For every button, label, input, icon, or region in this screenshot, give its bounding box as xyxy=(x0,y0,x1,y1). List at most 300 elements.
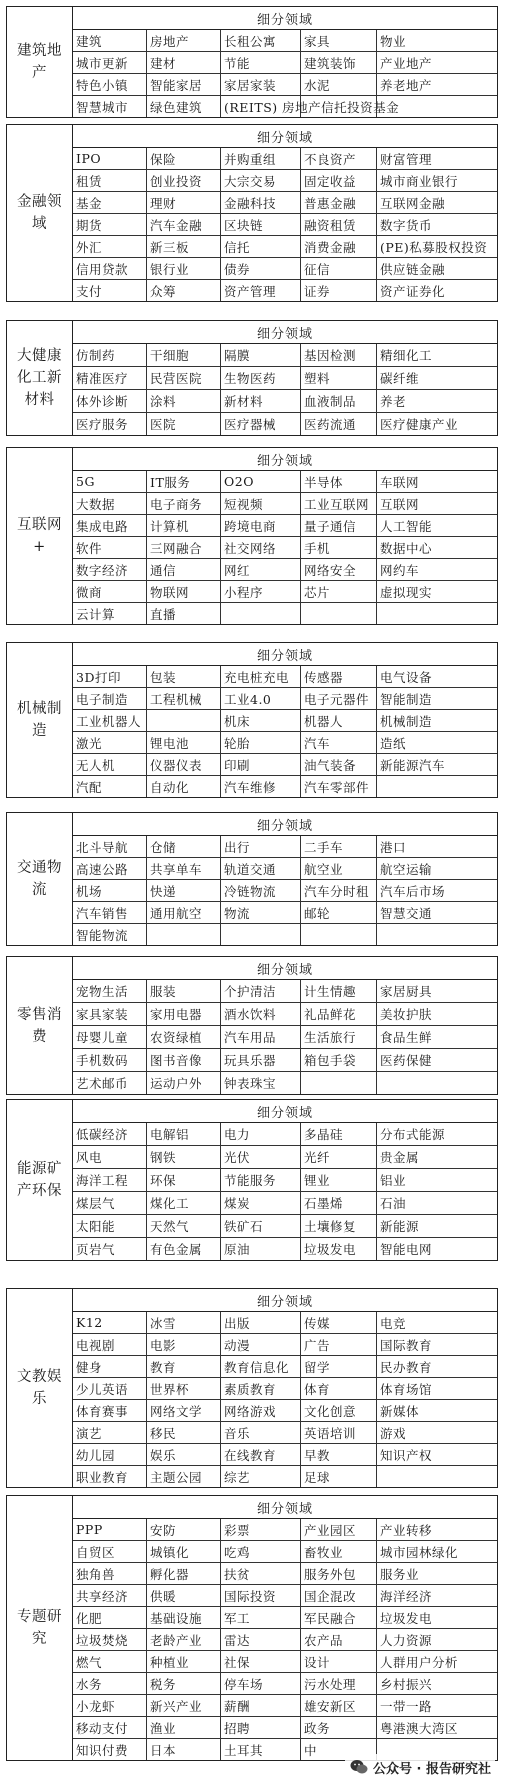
section xyxy=(6,956,498,1095)
table-cell: 汽车用品 xyxy=(221,1026,301,1048)
table-header: 细分领域 xyxy=(73,7,497,30)
table-cell: 煤层气 xyxy=(73,1192,147,1214)
table-cell: 融资租赁 xyxy=(301,214,377,235)
table-cell: (PE)私募股权投资 xyxy=(380,239,488,255)
table-row xyxy=(73,367,497,390)
table-cell xyxy=(147,710,221,731)
table-row xyxy=(73,1192,497,1215)
table-cell: 快递 xyxy=(147,880,221,901)
table-cell: 早教 xyxy=(301,1444,377,1465)
table-cell: 招聘 xyxy=(221,1717,301,1738)
table-cell: 征信 xyxy=(301,258,377,279)
table-cell: 太阳能 xyxy=(73,1215,147,1237)
table-cell: 演艺 xyxy=(73,1422,147,1443)
table-cell: 锂电池 xyxy=(147,732,221,753)
table-cell: 虚拟现实 xyxy=(380,584,433,600)
table-row xyxy=(73,581,497,603)
table-cell: 不良资产 xyxy=(301,148,377,169)
table-cell: 网络文学 xyxy=(147,1400,221,1421)
table-cell: 充电桩充电 xyxy=(221,666,301,687)
table-cell: 隔膜 xyxy=(221,344,301,366)
table-cell: 创业投资 xyxy=(147,170,221,191)
category-label: 交通物流 xyxy=(7,813,73,945)
table-cell: 教育 xyxy=(147,1356,221,1377)
table-cell xyxy=(377,1466,497,1487)
table-row xyxy=(73,1146,497,1169)
table-cell: 航空运输 xyxy=(380,861,433,877)
table-cell: 素质教育 xyxy=(221,1378,301,1399)
table-cell: 电视剧 xyxy=(73,1334,147,1355)
table-row xyxy=(73,1541,497,1563)
table-cell: 扶贫 xyxy=(221,1563,301,1584)
table-cell: 无人机 xyxy=(73,754,147,775)
table-cell: 油气装备 xyxy=(301,754,377,775)
table-cell: 网红 xyxy=(221,559,301,580)
table-cell: 汽车后市场 xyxy=(380,883,446,899)
table-cell: 供暖 xyxy=(147,1585,221,1606)
table-cell: 家居家装 xyxy=(221,74,301,95)
table-cell: 干细胞 xyxy=(147,344,221,366)
table-cell: 仓储 xyxy=(147,836,221,857)
table-cell: 养老 xyxy=(380,394,407,409)
table-cell: 期货 xyxy=(73,214,147,235)
category-label: 大健康化工新材料 xyxy=(7,321,73,435)
table-row xyxy=(73,732,497,754)
table-cell xyxy=(147,924,221,945)
table-header: 细分领域 xyxy=(73,1496,497,1519)
section xyxy=(6,1288,498,1488)
table-cell: 计生情趣 xyxy=(301,980,377,1002)
table-cell: 血液制品 xyxy=(301,390,377,412)
table-row xyxy=(73,980,497,1003)
table-cell: 节能服务 xyxy=(221,1169,301,1191)
table-cell: 网络游戏 xyxy=(221,1400,301,1421)
section xyxy=(6,6,498,118)
table-cell: 塑料 xyxy=(301,367,377,389)
table-cell: O2O xyxy=(221,471,301,492)
table-cell: 工程机械 xyxy=(147,688,221,709)
table-cell xyxy=(301,603,377,624)
table-cell: 设计 xyxy=(301,1651,377,1672)
table-cell: 跨境电商 xyxy=(221,515,301,536)
table-cell: 半导体 xyxy=(301,471,377,492)
table-cell: 贵金属 xyxy=(380,1150,420,1165)
table-cell: 邮轮 xyxy=(301,902,377,923)
table-cell: 移民 xyxy=(147,1422,221,1443)
table-cell: 自动化 xyxy=(147,776,221,797)
table-cell: 智能电网 xyxy=(380,1242,433,1257)
wechat-icon xyxy=(349,1757,369,1777)
table-cell: 债券 xyxy=(221,258,301,279)
table-row xyxy=(73,754,497,776)
table-cell: 小程序 xyxy=(221,581,301,602)
table-cell: 医药流通 xyxy=(301,413,377,435)
table-cell: 军民融合 xyxy=(301,1607,377,1628)
table-cell: 世界杯 xyxy=(147,1378,221,1399)
table-row xyxy=(73,30,497,52)
table-cell: 机场 xyxy=(73,880,147,901)
category-label: 建筑地产 xyxy=(7,7,73,117)
table-cell: 涂料 xyxy=(147,390,221,412)
table-cell: 国企混改 xyxy=(301,1585,377,1606)
category-label: 能源矿产环保 xyxy=(7,1100,73,1260)
table-cell: 基因检测 xyxy=(301,344,377,366)
table-cell xyxy=(301,1072,377,1094)
subfield-table xyxy=(73,1289,497,1487)
table-cell: 智慧交通 xyxy=(380,905,433,921)
table-cell: 电竞 xyxy=(380,1315,407,1331)
section xyxy=(6,1495,498,1761)
table-cell: 数据中心 xyxy=(380,540,433,556)
table-cell: 计算机 xyxy=(147,515,221,536)
table-cell: 并购重组 xyxy=(221,148,301,169)
table-cell: 共享经济 xyxy=(73,1585,147,1606)
table-row xyxy=(73,1026,497,1049)
table-cell: 生物医药 xyxy=(221,367,301,389)
subfield-table xyxy=(73,643,497,797)
table-cell: 消费金融 xyxy=(301,236,377,257)
table-cell: 新能源汽车 xyxy=(380,757,446,773)
table-row xyxy=(73,603,497,624)
table-cell: 农资绿植 xyxy=(147,1026,221,1048)
table-cell: 在线教育 xyxy=(221,1444,301,1465)
table-cell: 冰雪 xyxy=(147,1312,221,1333)
table-cell: 共享单车 xyxy=(147,858,221,879)
table-cell: 碳纤维 xyxy=(380,371,420,386)
table-cell: 人力资源 xyxy=(380,1632,433,1648)
table-cell: 天然气 xyxy=(147,1215,221,1237)
table-cell: (REITS) 房地产信托投资基金 xyxy=(221,96,301,117)
watermark xyxy=(345,1754,495,1780)
table-cell: 农产品 xyxy=(301,1629,377,1650)
table-row xyxy=(73,1444,497,1466)
table-row xyxy=(73,559,497,581)
table-cell: 三网融合 xyxy=(147,537,221,558)
table-row xyxy=(73,1356,497,1378)
table-row xyxy=(73,1585,497,1607)
table-cell: 运动户外 xyxy=(147,1072,221,1094)
table-cell: 一带一路 xyxy=(380,1698,433,1714)
table-cell: 服务业 xyxy=(380,1566,420,1582)
table-cell: 有色金属 xyxy=(147,1238,221,1260)
table-row xyxy=(73,688,497,710)
table-row xyxy=(73,537,497,559)
table-cell: 少儿英语 xyxy=(73,1378,147,1399)
table-cell: 种植业 xyxy=(147,1651,221,1672)
table-cell: 区块链 xyxy=(221,214,301,235)
table-row xyxy=(73,236,497,258)
table-header: 细分领域 xyxy=(73,321,497,344)
table-cell: 土耳其 xyxy=(221,1739,301,1760)
table-cell xyxy=(377,1072,497,1094)
subfield-table xyxy=(73,321,497,435)
table-row xyxy=(73,1422,497,1444)
table-cell: 电子制造 xyxy=(73,688,147,709)
table-cell: 新媒体 xyxy=(380,1403,420,1419)
table-cell: 手机数码 xyxy=(73,1049,147,1071)
table-row xyxy=(73,858,497,880)
table-cell: 车联网 xyxy=(380,474,420,490)
table-cell: 电子元器件 xyxy=(301,688,377,709)
table-cell xyxy=(221,924,301,945)
table-cell: 直播 xyxy=(147,603,221,624)
table-row xyxy=(73,170,497,192)
table-cell: 众筹 xyxy=(147,280,221,301)
table-cell: 游戏 xyxy=(380,1425,407,1441)
table-cell: 资产证券化 xyxy=(380,283,446,299)
table-header: 细分领域 xyxy=(73,643,497,666)
table-cell: 固定收益 xyxy=(301,170,377,191)
table-cell: 雷达 xyxy=(221,1629,301,1650)
table-cell: 汽车零部件 xyxy=(301,776,377,797)
table-cell: 锂业 xyxy=(301,1169,377,1191)
table-cell: 低碳经济 xyxy=(73,1123,147,1145)
table-cell: 城市园林绿化 xyxy=(380,1544,459,1560)
table-cell: 酒水饮料 xyxy=(221,1003,301,1025)
table-cell: 污水处理 xyxy=(301,1673,377,1694)
table-cell: 家用电器 xyxy=(147,1003,221,1025)
table-cell: 社保 xyxy=(221,1651,301,1672)
table-cell: 独角兽 xyxy=(73,1563,147,1584)
table-cell: 养老地产 xyxy=(380,77,433,93)
category-label: 金融领域 xyxy=(7,125,73,301)
table-row xyxy=(73,1563,497,1585)
table-cell: 政务 xyxy=(301,1717,377,1738)
table-cell: 光伏 xyxy=(221,1146,301,1168)
table-row xyxy=(73,344,497,367)
table-cell: 母婴儿童 xyxy=(73,1026,147,1048)
table-cell: 证券 xyxy=(301,280,377,301)
table-row xyxy=(73,710,497,732)
table-cell: 财富管理 xyxy=(380,151,433,167)
table-cell: 激光 xyxy=(73,732,147,753)
table-cell: 城市更新 xyxy=(73,52,147,73)
table-cell: 新兴产业 xyxy=(147,1695,221,1716)
table-cell: 家具 xyxy=(301,30,377,51)
category-label: 机械制造 xyxy=(7,643,73,797)
table-cell: 航空业 xyxy=(301,858,377,879)
table-row xyxy=(73,1049,497,1072)
table-cell: 医疗器械 xyxy=(221,413,301,435)
table-cell: 冷链物流 xyxy=(221,880,301,901)
table-cell: 广告 xyxy=(301,1334,377,1355)
table-cell: 资产管理 xyxy=(221,280,301,301)
table-cell: 日本 xyxy=(147,1739,221,1760)
table-row xyxy=(73,258,497,280)
table-cell: 理财 xyxy=(147,192,221,213)
table-cell: 服务外包 xyxy=(301,1563,377,1584)
table-cell: 通信 xyxy=(147,559,221,580)
table-cell: 垃圾焚烧 xyxy=(73,1629,147,1650)
table-cell: 互联网金融 xyxy=(380,195,446,211)
table-cell: 物联网 xyxy=(147,581,221,602)
table-cell: 彩票 xyxy=(221,1519,301,1540)
table-cell: 通用航空 xyxy=(147,902,221,923)
table-cell: 供应链金融 xyxy=(380,261,446,277)
table-cell: 建材 xyxy=(147,52,221,73)
table-cell: 留学 xyxy=(301,1356,377,1377)
table-cell: 铁矿石 xyxy=(221,1215,301,1237)
table-cell: 中 xyxy=(301,1739,377,1760)
watermark-text: 公众号 · 报告研究社 xyxy=(373,1761,491,1777)
section xyxy=(6,447,498,625)
table-cell: 新能源 xyxy=(380,1219,420,1234)
table-cell: 页岩气 xyxy=(73,1238,147,1260)
table-cell: 垃圾发电 xyxy=(301,1238,377,1260)
table-cell: 新材料 xyxy=(221,390,301,412)
category-label: 专题研究 xyxy=(7,1496,73,1760)
table-cell: 租赁 xyxy=(73,170,147,191)
table-cell: 宠物生活 xyxy=(73,980,147,1002)
table-row xyxy=(73,1607,497,1629)
table-row xyxy=(73,880,497,902)
table-cell: 光纤 xyxy=(301,1146,377,1168)
table-cell: 自贸区 xyxy=(73,1541,147,1562)
table-cell: 新三板 xyxy=(147,236,221,257)
table-cell: 体外诊断 xyxy=(73,390,147,412)
table-cell: 渔业 xyxy=(147,1717,221,1738)
table-cell: 城镇化 xyxy=(147,1541,221,1562)
table-cell: 支付 xyxy=(73,280,147,301)
table-cell: 石油 xyxy=(380,1196,407,1211)
table-cell: 玩具乐器 xyxy=(221,1049,301,1071)
table-cell: 建筑装饰 xyxy=(301,52,377,73)
table-row xyxy=(73,1312,497,1334)
table-row xyxy=(73,74,497,96)
table-cell: 原油 xyxy=(221,1238,301,1260)
table-cell: 礼品鲜花 xyxy=(301,1003,377,1025)
table-cell: 军工 xyxy=(221,1607,301,1628)
table-row xyxy=(73,280,497,301)
table-cell: 产业转移 xyxy=(380,1522,433,1538)
table-cell: 工业互联网 xyxy=(301,493,377,514)
table-row xyxy=(73,515,497,537)
table-row xyxy=(73,1466,497,1487)
table-cell: 箱包手袋 xyxy=(301,1049,377,1071)
table-cell: 轨道交通 xyxy=(221,858,301,879)
table-cell: 普惠金融 xyxy=(301,192,377,213)
table-row xyxy=(73,413,497,435)
table-cell: 雄安新区 xyxy=(301,1695,377,1716)
table-cell: 包装 xyxy=(147,666,221,687)
table-cell: 石墨烯 xyxy=(301,1192,377,1214)
table-cell: 机械制造 xyxy=(380,713,433,729)
table-cell: 煤炭 xyxy=(221,1192,301,1214)
table-cell: 家具家装 xyxy=(73,1003,147,1025)
table-cell: 长租公寓 xyxy=(221,30,301,51)
table-cell: 知识付费 xyxy=(73,1739,147,1760)
table-row xyxy=(73,902,497,924)
category-label: 零售消费 xyxy=(7,957,73,1094)
table-cell xyxy=(377,603,497,624)
table-cell: 美妆护肤 xyxy=(380,1007,433,1022)
table-cell: 钟表珠宝 xyxy=(221,1072,301,1094)
table-cell: 3D打印 xyxy=(73,666,147,687)
table-header: 细分领域 xyxy=(73,125,497,148)
table-cell: 铝业 xyxy=(380,1173,407,1188)
category-label: 文教娱乐 xyxy=(7,1289,73,1487)
table-cell: IPO xyxy=(73,148,147,169)
table-cell: 娱乐 xyxy=(147,1444,221,1465)
table-row xyxy=(73,148,497,170)
table-cell: 精细化工 xyxy=(380,348,433,363)
subfield-table xyxy=(73,1100,497,1260)
table-cell: 基金 xyxy=(73,192,147,213)
table-cell: 电气设备 xyxy=(380,669,433,685)
table-cell: 国际教育 xyxy=(380,1337,433,1353)
table-cell: 短视频 xyxy=(221,493,301,514)
table-cell xyxy=(377,924,497,945)
table-cell: 数字货币 xyxy=(380,217,433,233)
table-cell: 轮胎 xyxy=(221,732,301,753)
table-cell: 电影 xyxy=(147,1334,221,1355)
table-cell: 互联网 xyxy=(380,496,420,512)
table-cell: 民营医院 xyxy=(147,367,221,389)
table-row xyxy=(73,1519,497,1541)
table-cell: 信托 xyxy=(221,236,301,257)
table-cell: 医药保健 xyxy=(380,1053,433,1068)
table-cell: 网络安全 xyxy=(301,559,377,580)
table-cell: 环保 xyxy=(147,1169,221,1191)
table-cell xyxy=(377,96,497,117)
subfield-table xyxy=(73,7,497,117)
table-row xyxy=(73,776,497,797)
table-cell: 个护清洁 xyxy=(221,980,301,1002)
table-cell: 特色小镇 xyxy=(73,74,147,95)
table-cell: 节能 xyxy=(221,52,301,73)
section xyxy=(6,812,498,946)
table-header: 细分领域 xyxy=(73,813,497,836)
table-row xyxy=(73,1717,497,1739)
table-cell: 薪酬 xyxy=(221,1695,301,1716)
table-cell: 云计算 xyxy=(73,603,147,624)
table-cell: 外汇 xyxy=(73,236,147,257)
subfield-table xyxy=(73,125,497,301)
table-header: 细分领域 xyxy=(73,1289,497,1312)
subfield-table xyxy=(73,957,497,1094)
table-cell: 保险 xyxy=(147,148,221,169)
table-row xyxy=(73,493,497,515)
table-cell: 安防 xyxy=(147,1519,221,1540)
category-label: 互联网+ xyxy=(7,448,73,624)
table-cell: 北斗导航 xyxy=(73,836,147,857)
table-header: 细分领域 xyxy=(73,957,497,980)
table-cell: 综艺 xyxy=(221,1466,301,1487)
table-cell: 文化创意 xyxy=(301,1400,377,1421)
section xyxy=(6,124,498,302)
table-cell: 绿色建筑 xyxy=(147,96,221,117)
table-cell: 乡村振兴 xyxy=(380,1676,433,1692)
table-row xyxy=(73,1400,497,1422)
table-cell: 汽车销售 xyxy=(73,902,147,923)
table-cell: 畜牧业 xyxy=(301,1541,377,1562)
section xyxy=(6,320,498,436)
table-cell: 多晶硅 xyxy=(301,1123,377,1145)
table-cell: 医疗服务 xyxy=(73,413,147,435)
table-row xyxy=(73,1072,497,1094)
table-cell: 海洋经济 xyxy=(380,1588,433,1604)
table-cell: 动漫 xyxy=(221,1334,301,1355)
table-cell: 印刷 xyxy=(221,754,301,775)
table-cell: 分布式能源 xyxy=(380,1127,446,1142)
section xyxy=(6,1099,498,1261)
table-cell: 电子商务 xyxy=(147,493,221,514)
table-cell: 民办教育 xyxy=(380,1359,433,1375)
table-cell: 造纸 xyxy=(380,735,407,751)
table-cell: 汽车分时租 xyxy=(301,880,377,901)
table-cell: 工业4.0 xyxy=(221,688,301,709)
table-cell: 职业教育 xyxy=(73,1466,147,1487)
